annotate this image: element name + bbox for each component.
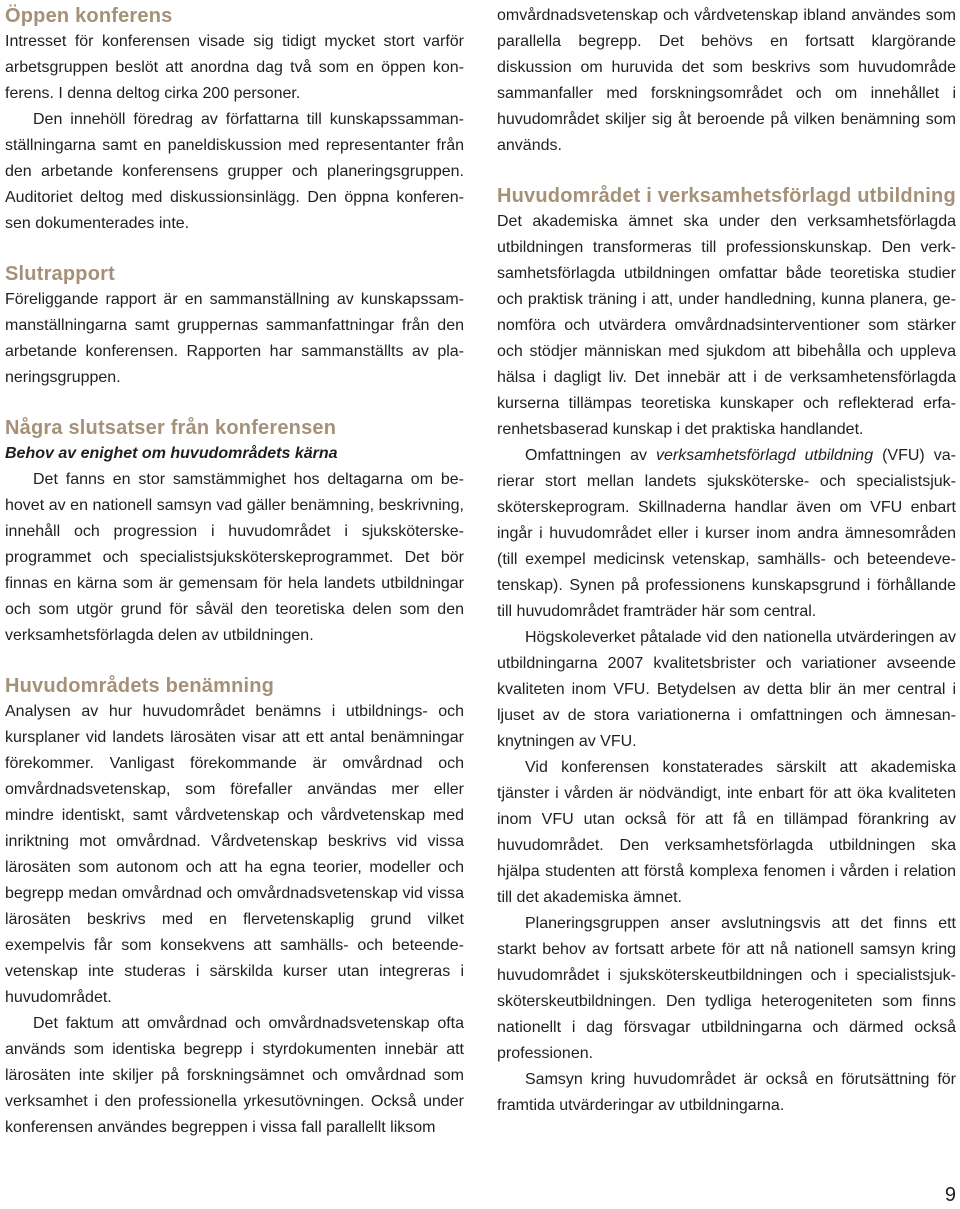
section-heading: Slutrapport — [5, 263, 115, 285]
section-heading: Öppen konferens — [5, 5, 173, 27]
paragraph-continuation: omvårdnadsvetenskap och vårdvetenskap ibland användes som parallella begrepp. Det behövs en fortsatt klargörande diskussion om huruvida det som beskrivs som huvudområde sammanfaller med forskningsområdet och om innehållet i huvudområdet skiljer sig åt beroende på vilken benämning som används. — [497, 7, 956, 154]
page-number: 9 — [944, 1184, 956, 1206]
left-column — [5, 0, 464, 1141]
paragraph: Det faktum att omvårdnad och omvårdnadsvetenskap ofta används som identiska begrepp i styrdokumenten innebär att lärosäten inte skiljer på forskningsämnet och omvårdnad som verksamhet i den professionella yrkesutövningen. Också under konferensen användes begreppen i vissa fall parallellt liksom — [5, 1015, 464, 1136]
paragraph-text: (VFU) varierar stort mellan landets sjuksköterske- och specialistsjuksköterskeprogram. Skillnaderna handlar även om VFU enbart ingår i huvudområdet eller i kurser inom andra ämnesområden (till exempel medicinsk vetenskap, samhälls- och beteendevetenskap). Synen på professionens kunskapsgrund i förhållande till huvudområdet framträder här som central. — [497, 447, 956, 620]
emphasis-term: verksamhetsförlagd utbildning — [655, 447, 874, 464]
section-slutrapport — [5, 261, 464, 391]
paragraph: Det akademiska ämnet ska under den verksamhetsförlagda utbildningen transformeras till professionskunskap. Den verksamhetsförlagda utbildningen omfattar både teoretiska studier och praktisk träning i att, under handledning, kunna planera, genomföra och utvärdera omvårdnadsinterventioner som stärker och stödjer människan med sjukdom att bibehålla och uppleva hälsa i dagligt liv. Det innebär att i de verksamhetensförlagda kurserna tillämpas teoretiska kunskaper och reflekterad erfarenhetsbaserad kunskap i det praktiska handlandet. — [497, 213, 956, 438]
paragraph: Vid konferensen konstaterades särskilt att akademiska tjänster i vården är nödvändigt, inte enbart för att öka kvaliteten inom VFU utan också för att få en tillämpad förankring av huvudområdet. Den verksamhetsförlagda utbildningen ska hjälpa studenten att förstå komplexa fenomen i vården i relation till det akademiska ämnet. — [497, 759, 956, 906]
paragraph: Planeringsgruppen anser avslutningsvis att det finns ett starkt behov av fortsatt arbete för att nå nationell samsyn kring huvudområdet i sjuksköterskeutbildningen och i specialistsjuksköterskeutbildningen. Den tydliga heterogeniteten som finns nationellt i dag försvagar utbildningarna och därmed också professionen. — [497, 915, 956, 1062]
right-column — [497, 0, 956, 1119]
paragraph: Intresset för konferensen visade sig tidigt mycket stort varför arbetsgruppen beslöt att anordna dag två som en öppen konferens. I denna deltog cirka 200 personer. — [5, 33, 464, 102]
subsection-heading: Behov av enighet om huvudområdets kärna — [5, 445, 338, 462]
section-heading: Huvudområdets benämning — [5, 675, 275, 697]
paragraph-text: Omfattningen av — [525, 447, 656, 464]
paragraph — [497, 443, 956, 625]
section-slutsatser — [5, 415, 464, 649]
section-vfu — [497, 183, 956, 1119]
section-oppen-konferens — [5, 3, 464, 237]
paragraph: Den innehöll föredrag av författarna till kunskapssammanställningarna samt en paneldiskussion med representanter från den arbetande konferensens grupper och planeringsgruppen. Auditoriet deltog med diskussionsinlägg. Den öppna konferensen dokumenterades inte. — [5, 111, 464, 232]
paragraph: Det fanns en stor samstämmighet hos deltagarna om behovet av en nationell samsyn vad gäller benämning, beskrivning, innehåll och progression i huvudområdet i sjuksköterskeprogrammet och specialistsjuksköterskeprogrammet. Det bör finnas en kärna som är gemensam för hela landets utbildningar och som utgör grund för såväl den teoretiska delen som den verksamhetsförlagda delen av utbildningen. — [5, 471, 464, 644]
paragraph: Analysen av hur huvudområdet benämns i utbildnings- och kursplaner vid landets lärosäten visar att ett antal benämningar förekommer. Vanligast förekommande är omvårdnad och omvårdnadsvetenskap, som förefaller användas mer eller mindre identiskt, samt vårdvetenskap och vårdvetenskap med inriktning mot omvårdnad. Vårdvetenskap beskrivs vid vissa lärosäten som autonom och att ha egna teorier, modeller och begrepp medan omvårdnad och omvårdnadsvetenskap vid vissa lärosäten beskrivs med en flervetenskaplig grund vilket exempelvis får som konsekvens att samhälls- och beteendevetenskap inte studeras i särskilda kurser utan integreras i huvudområdet. — [5, 703, 464, 1006]
paragraph: Samsyn kring huvudområdet är också en förutsättning för framtida utvärderingar av utbildningarna. — [497, 1071, 956, 1114]
section-heading: Några slutsatser från konferensen — [5, 417, 337, 439]
section-benamning — [5, 673, 464, 1141]
paragraph: Högskoleverket påtalade vid den nationella utvärderingen av utbildningarna 2007 kvalitetsbrister och variationer avseende kvaliteten inom VFU. Betydelsen av detta blir än mer central i ljuset av de stora variationerna i omfattningen och ämnesanknytningen av VFU. — [497, 629, 956, 750]
paragraph: Föreliggande rapport är en sammanställning av kunskapssammanställningarna samt gruppernas sammanfattningar från den arbetande konferensen. Rapporten har sammanställts av planeringsgruppen. — [5, 291, 464, 386]
section-heading: Huvudområdet i verksamhetsförlagd utbildning — [497, 185, 956, 207]
